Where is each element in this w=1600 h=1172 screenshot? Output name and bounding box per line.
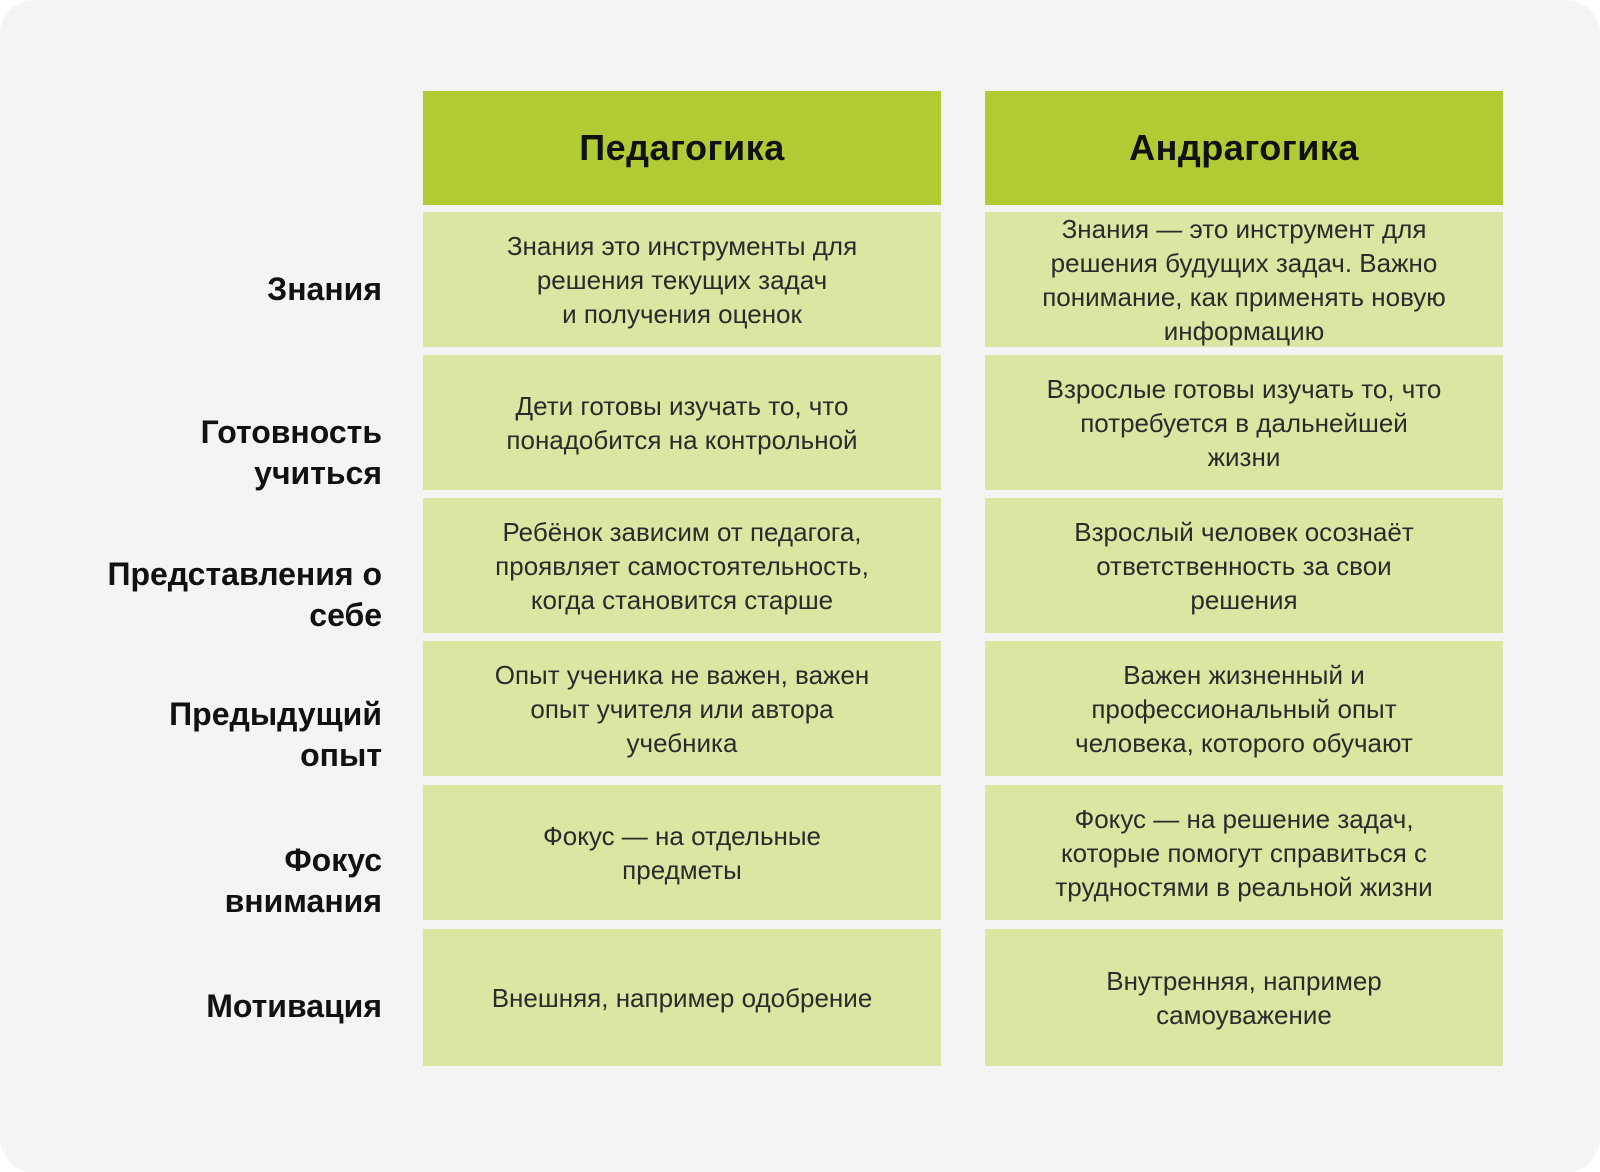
- pedagogy-cell-experience: Опыт ученика не важен, важен опыт учителя или автора учебника: [423, 641, 941, 776]
- pedagogy-header: Педагогика: [423, 91, 941, 205]
- andragogy-cell-motivation: Внутренняя, например самоуважение: [985, 929, 1503, 1066]
- andragogy-cell-experience: Важен жизненный и профессиональный опыт человека, которого обучают: [985, 641, 1503, 776]
- row-label-experience: Предыдущий опыт: [169, 695, 382, 773]
- andragogy-cell-focus: Фокус — на решение задач, которые помогут справиться с трудностями в реальной жизни: [985, 785, 1503, 920]
- andragogy-cell-knowledge: Знания — это инструмент для решения будущих задач. Важно понимание, как применять новую информацию: [985, 212, 1503, 347]
- row-label-self-concept: Представления о себе: [107, 555, 382, 633]
- pedagogy-cell-focus: Фокус — на отдельные предметы: [423, 785, 941, 920]
- pedagogy-cell-motivation: Внешняя, например одобрение: [423, 929, 941, 1066]
- row-label-readiness: Готовность учиться: [200, 413, 382, 491]
- row-label-knowledge: Знания: [267, 271, 382, 307]
- andragogy-cell-self-concept: Взрослый человек осознаёт ответственность за свои решения: [985, 498, 1503, 633]
- pedagogy-cell-self-concept: Ребёнок зависим от педагога, проявляет самостоятельность, когда становится старше: [423, 498, 941, 633]
- row-label-motivation: Мотивация: [206, 988, 382, 1024]
- pedagogy-cell-knowledge: Знания это инструменты для решения текущих задач и получения оценок: [423, 212, 941, 347]
- row-label-focus: Фокус внимания: [224, 841, 382, 919]
- pedagogy-cell-readiness: Дети готовы изучать то, что понадобится на контрольной: [423, 355, 941, 490]
- andragogy-cell-readiness: Взрослые готовы изучать то, что потребуется в дальнейшей жизни: [985, 355, 1503, 490]
- andragogy-header: Андрагогика: [985, 91, 1503, 205]
